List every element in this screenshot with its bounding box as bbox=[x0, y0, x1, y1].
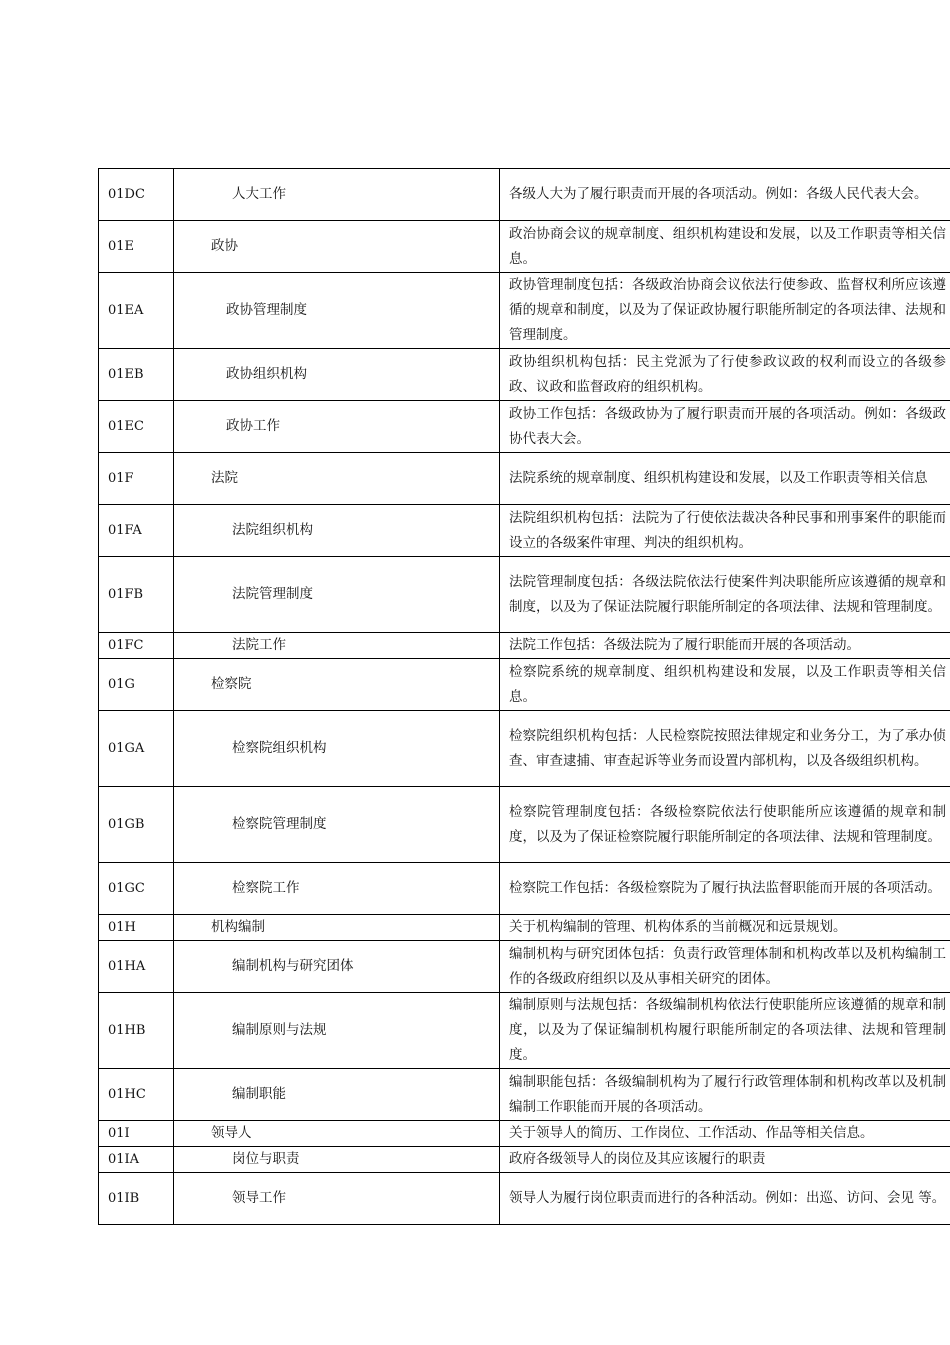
table-row bbox=[99, 349, 950, 401]
category-description: 编制职能包括：各级编制机构为了履行行政管理体制和机构改革以及机制编制工作职能而开展的各项活动。 bbox=[500, 1069, 950, 1121]
category-description: 检察院工作包括：各级检察院为了履行执法监督职能而开展的各项活动。 bbox=[500, 863, 950, 915]
category-description: 关于领导人的简历、工作岗位、工作活动、作品等相关信息。 bbox=[500, 1121, 950, 1147]
table-row bbox=[99, 941, 950, 993]
table-row bbox=[99, 711, 950, 787]
category-name: 编制职能 bbox=[174, 1069, 500, 1121]
category-description: 政协工作包括：各级政协为了履行职责而开展的各项活动。例如：各级政协代表大会。 bbox=[500, 401, 950, 453]
category-code: 01I bbox=[99, 1121, 174, 1147]
category-name: 机构编制 bbox=[174, 915, 500, 941]
category-description: 编制机构与研究团体包括：负责行政管理体制和机构改革以及机构编制工作的各级政府组织以及从事相关研究的团体。 bbox=[500, 941, 950, 993]
category-code: 01G bbox=[99, 659, 174, 711]
category-name: 人大工作 bbox=[174, 169, 500, 221]
category-description: 法院系统的规章制度、组织机构建设和发展，以及工作职责等相关信息 bbox=[500, 453, 950, 505]
table-row bbox=[99, 169, 950, 221]
category-description: 政府各级领导人的岗位及其应该履行的职责 bbox=[500, 1147, 950, 1173]
category-description: 领导人为履行岗位职责而进行的各种活动。例如：出巡、访问、会见 等。 bbox=[500, 1173, 950, 1225]
category-code: 01EA bbox=[99, 273, 174, 349]
category-name: 政协工作 bbox=[174, 401, 500, 453]
category-code: 01GB bbox=[99, 787, 174, 863]
category-name: 编制原则与法规 bbox=[174, 993, 500, 1069]
table-row bbox=[99, 1173, 950, 1225]
category-description: 政协组织机构包括：民主党派为了行使参政议政的权利而设立的各级参政、议政和监督政府的组织机构。 bbox=[500, 349, 950, 401]
category-code: 01HA bbox=[99, 941, 174, 993]
category-name: 法院 bbox=[174, 453, 500, 505]
category-name: 领导人 bbox=[174, 1121, 500, 1147]
category-description: 关于机构编制的管理、机构体系的当前概况和远景规划。 bbox=[500, 915, 950, 941]
table-row bbox=[99, 221, 950, 273]
table-row bbox=[99, 1069, 950, 1121]
category-description: 检察院组织机构包括：人民检察院按照法律规定和业务分工，为了承办侦查、审查逮捕、审查起诉等业务而设置内部机构，以及各级组织机构。 bbox=[500, 711, 950, 787]
category-name: 检察院 bbox=[174, 659, 500, 711]
table-row bbox=[99, 633, 950, 659]
category-name: 法院组织机构 bbox=[174, 505, 500, 557]
table-row bbox=[99, 453, 950, 505]
category-code: 01EC bbox=[99, 401, 174, 453]
category-code: 01GC bbox=[99, 863, 174, 915]
category-name: 编制机构与研究团体 bbox=[174, 941, 500, 993]
table-row bbox=[99, 401, 950, 453]
table-body bbox=[99, 169, 950, 1225]
category-name: 政协 bbox=[174, 221, 500, 273]
table-row bbox=[99, 1147, 950, 1173]
category-code: 01HB bbox=[99, 993, 174, 1069]
category-code: 01F bbox=[99, 453, 174, 505]
category-description: 编制原则与法规包括：各级编制机构依法行使职能所应该遵循的规章和制度，以及为了保证编制机构履行职能所制定的各项法律、法规和管理制度。 bbox=[500, 993, 950, 1069]
category-name: 岗位与职责 bbox=[174, 1147, 500, 1173]
category-code: 01DC bbox=[99, 169, 174, 221]
category-name: 检察院组织机构 bbox=[174, 711, 500, 787]
classification-table bbox=[98, 168, 950, 1225]
category-description: 各级人大为了履行职责而开展的各项活动。例如：各级人民代表大会。 bbox=[500, 169, 950, 221]
table-row bbox=[99, 273, 950, 349]
category-name: 法院管理制度 bbox=[174, 557, 500, 633]
table-row bbox=[99, 863, 950, 915]
table-row bbox=[99, 993, 950, 1069]
table-row bbox=[99, 557, 950, 633]
category-description: 检察院管理制度包括：各级检察院依法行使职能所应该遵循的规章和制度，以及为了保证检察院履行职能所制定的各项法律、法规和管理制度。 bbox=[500, 787, 950, 863]
table-row bbox=[99, 787, 950, 863]
category-description: 法院管理制度包括：各级法院依法行使案件判决职能所应该遵循的规章和制度，以及为了保证法院履行职能所制定的各项法律、法规和管理制度。 bbox=[500, 557, 950, 633]
category-name: 政协组织机构 bbox=[174, 349, 500, 401]
category-description: 政治协商会议的规章制度、组织机构建设和发展，以及工作职责等相关信息。 bbox=[500, 221, 950, 273]
table-row bbox=[99, 915, 950, 941]
category-name: 法院工作 bbox=[174, 633, 500, 659]
table-row bbox=[99, 659, 950, 711]
category-code: 01GA bbox=[99, 711, 174, 787]
category-code: 01FA bbox=[99, 505, 174, 557]
category-code: 01E bbox=[99, 221, 174, 273]
category-description: 检察院系统的规章制度、组织机构建设和发展，以及工作职责等相关信息。 bbox=[500, 659, 950, 711]
category-name: 政协管理制度 bbox=[174, 273, 500, 349]
category-code: 01H bbox=[99, 915, 174, 941]
category-description: 政协管理制度包括：各级政治协商会议依法行使参政、监督权利所应该遵循的规章和制度，以及为了保证政协履行职能所制定的各项法律、法规和管理制度。 bbox=[500, 273, 950, 349]
category-code: 01HC bbox=[99, 1069, 174, 1121]
category-code: 01EB bbox=[99, 349, 174, 401]
category-code: 01FC bbox=[99, 633, 174, 659]
category-name: 检察院管理制度 bbox=[174, 787, 500, 863]
category-code: 01IA bbox=[99, 1147, 174, 1173]
category-code: 01IB bbox=[99, 1173, 174, 1225]
category-description: 法院工作包括：各级法院为了履行职能而开展的各项活动。 bbox=[500, 633, 950, 659]
category-name: 领导工作 bbox=[174, 1173, 500, 1225]
table-row bbox=[99, 1121, 950, 1147]
category-code: 01FB bbox=[99, 557, 174, 633]
category-description: 法院组织机构包括：法院为了行使依法裁决各种民事和刑事案件的职能而设立的各级案件审理、判决的组织机构。 bbox=[500, 505, 950, 557]
category-name: 检察院工作 bbox=[174, 863, 500, 915]
table-row bbox=[99, 505, 950, 557]
